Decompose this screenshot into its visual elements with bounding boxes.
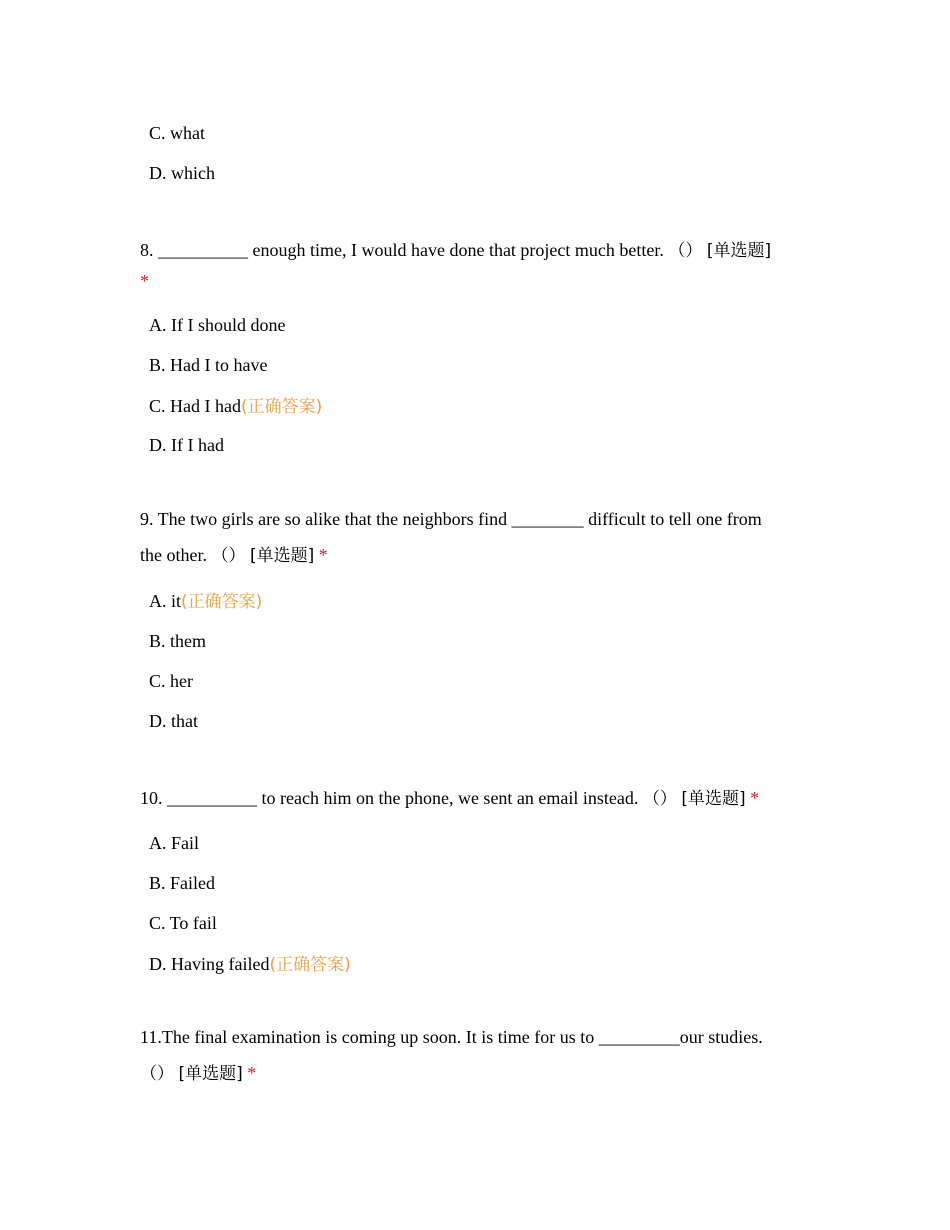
question-type-tag: [单选题]: [706, 241, 772, 261]
question-10: [140, 787, 759, 810]
question-type-tag: [单选题]: [249, 546, 315, 566]
option-b: B. them: [149, 631, 206, 651]
question-text: 10. __________ to reach him on the phone, we sent an email instead.: [140, 788, 639, 808]
option-c: [149, 395, 322, 418]
option-d: D. that: [149, 711, 198, 731]
correct-answer-label: (正确答案): [240, 397, 323, 417]
option-text: C. Had I had: [149, 396, 241, 416]
correct-answer-label: (正确答案): [269, 955, 351, 975]
required-marker: *: [140, 271, 149, 291]
option-c: C. To fail: [149, 913, 217, 933]
option-a: [149, 590, 262, 613]
answer-bracket: （）: [211, 546, 246, 566]
question-8: [140, 239, 771, 262]
option-text: D. Having failed: [149, 954, 270, 974]
question-text: 8. __________ enough time, I would have done that project much better.: [140, 240, 664, 260]
question-11-line2: [140, 1062, 256, 1085]
question-9-line1: 9. The two girls are so alike that the neighbors find ________ difficult to tell one from: [140, 509, 762, 529]
option-b: B. Had I to have: [149, 355, 268, 375]
question-type-tag: [单选题]: [681, 789, 746, 809]
answer-bracket: （）: [140, 1064, 174, 1084]
option-d: [149, 953, 351, 976]
option-d: D. If I had: [149, 435, 224, 455]
question-type-tag: [单选题]: [178, 1064, 243, 1084]
required-marker: *: [318, 545, 328, 565]
option-a: A. Fail: [149, 833, 200, 853]
option-a: A. If I should done: [149, 315, 286, 335]
option-text: A. it: [149, 591, 182, 611]
question-text: the other.: [140, 545, 207, 565]
option-c: C. her: [149, 671, 193, 691]
answer-bracket: （）: [642, 789, 677, 809]
question-11-line1: 11.The final examination is coming up soon. It is time for us to _________our studies.: [140, 1027, 763, 1047]
question-9-line2: [140, 544, 328, 567]
required-marker: *: [750, 788, 760, 808]
correct-answer-label: (正确答案): [181, 592, 263, 612]
option-d-prev: D. which: [149, 163, 215, 183]
option-c-prev: C. what: [149, 123, 205, 143]
answer-bracket: （）: [668, 241, 703, 261]
option-b: B. Failed: [149, 873, 215, 893]
required-marker: *: [247, 1063, 257, 1083]
